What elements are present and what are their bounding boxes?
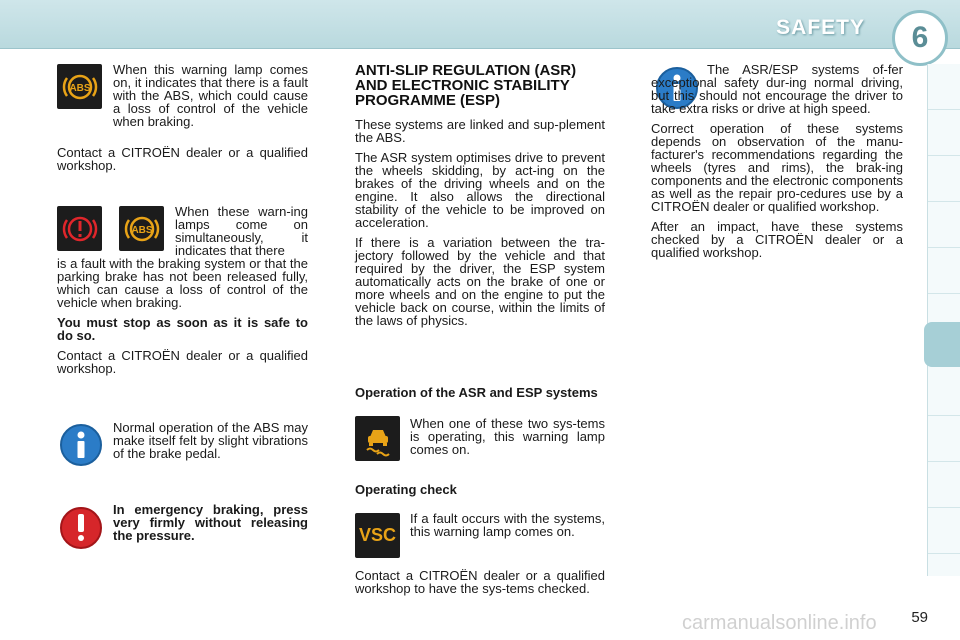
abs-warning-lamp-icon	[57, 64, 102, 109]
operation-heading-block	[355, 386, 605, 399]
chapter-tab-5[interactable]	[928, 248, 960, 294]
right-p3: After an impact, have these systems checked by a CITROËN dealer or a qualified workshop.	[651, 219, 903, 260]
chapter-tab-8[interactable]	[928, 416, 960, 462]
chapter-tab-4[interactable]	[928, 202, 960, 248]
check-text-block	[410, 512, 605, 545]
operation-text-block	[410, 417, 605, 463]
brake-warning-rest: is a fault with the braking system or that the parking brake has not been released fully, which can cause a loss of control of the vehicle when braking.	[57, 256, 308, 310]
chapter-tab-3[interactable]	[928, 156, 960, 202]
operation-text: When one of these two sys-tems is operating, this warning lamp comes on.	[410, 416, 605, 457]
section-title: SAFETY	[776, 16, 865, 39]
warning-exclamation-icon	[60, 507, 102, 549]
info-icon	[60, 424, 102, 466]
contact-text-1: Contact a CITROËN dealer or a qualified workshop.	[57, 145, 308, 173]
asr-esp-p1: These systems are linked and sup-plement the ABS.	[355, 117, 605, 145]
abs-info-text: Normal operation of the ABS may make itself felt by slight vibrations of the brake pedal.	[113, 420, 308, 461]
asr-esp-section	[355, 63, 605, 334]
chapter-tab-9[interactable]	[928, 462, 960, 508]
right-p2: Correct operation of these systems depends on observation of the manu-facturer's recommendations regarding the wheels (tyres and rims), the brak-ing components and the electronic components as well as the repair pro-cedures use by a CITROËN dealer or qualified workshop.	[651, 121, 903, 214]
abs-warning-lamp-icon-2	[119, 206, 164, 251]
abs-icon-label: ABS	[68, 82, 91, 94]
emergency-text: In emergency braking, press very firmly without releasing the pressure.	[113, 502, 308, 543]
abs-warning-text: When this warning lamp comes on, it indicates that there is a fault with the ABS, which could cause a loss of control of the vehicle when braking.	[113, 62, 308, 129]
check-contact-text: Contact a CITROËN dealer or a qualified workshop to have the sys-tems checked.	[355, 568, 605, 596]
check-heading: Operating check	[355, 482, 457, 497]
watermark: carmanualsonline.info	[682, 612, 877, 634]
page-number: 59	[911, 609, 928, 626]
contact-text-2: Contact a CITROËN dealer or a qualified workshop.	[57, 348, 308, 376]
chapter-tab-2[interactable]	[928, 110, 960, 156]
emergency-block	[113, 503, 308, 549]
chapter-tabs	[927, 64, 960, 576]
chapter-badge: 6	[892, 10, 948, 66]
right-p1: The ASR/ESP systems of-fer exceptional safety dur-ing normal driving, but this should not encourage the driver to take extra risks or drive at high speed.	[651, 62, 903, 116]
contact-block-1	[57, 146, 308, 179]
check-heading-block	[355, 483, 605, 496]
vsc-warning-lamp-icon	[355, 513, 400, 558]
asr-esp-p2: The ASR system optimises drive to prevent the wheels skidding, by act-ing on the brakes of the driving wheels and on the engine. It also allows the directional stability of the vehicle to be improved on acceleration.	[355, 150, 605, 230]
brake-warning-intro-block	[175, 205, 308, 257]
chapter-tab-10[interactable]	[928, 508, 960, 554]
asr-esp-p3: If there is a variation between the tra-jectory followed by the vehicle and that required by the driver, the ESP system automatically acts on the brake of one or more wheels and on the engine to put the vehicle back on course, within the limits of the laws of physics.	[355, 235, 605, 328]
chapter-tab-1[interactable]	[928, 64, 960, 110]
brake-warning-body	[57, 257, 308, 382]
chapter-tab-7[interactable]	[928, 370, 960, 416]
skid-warning-lamp-icon	[355, 416, 400, 461]
abs-warning-text-block	[113, 63, 308, 135]
brake-warning-intro: When these warn-ing lamps come on simultaneously, it indicates that there	[175, 204, 308, 258]
chapter-tab-6-active[interactable]	[924, 322, 960, 367]
check-text: If a fault occurs with the systems, this warning lamp comes on.	[410, 511, 605, 539]
stop-notice: You must stop as soon as it is safe to do so.	[57, 315, 308, 343]
brake-warning-lamp-icon	[57, 206, 102, 251]
page-header	[0, 0, 960, 49]
vsc-icon-label: VSC	[358, 525, 396, 545]
check-contact-block	[355, 569, 605, 602]
operation-heading: Operation of the ASR and ESP systems	[355, 385, 598, 400]
asr-esp-heading: ANTI-SLIP REGULATION (ASR) AND ELECTRONIC STABILITY PROGRAMME (ESP)	[355, 62, 577, 109]
abs-icon-label-2: ABS	[130, 224, 153, 236]
abs-info-block	[113, 421, 308, 467]
right-column	[651, 63, 903, 266]
